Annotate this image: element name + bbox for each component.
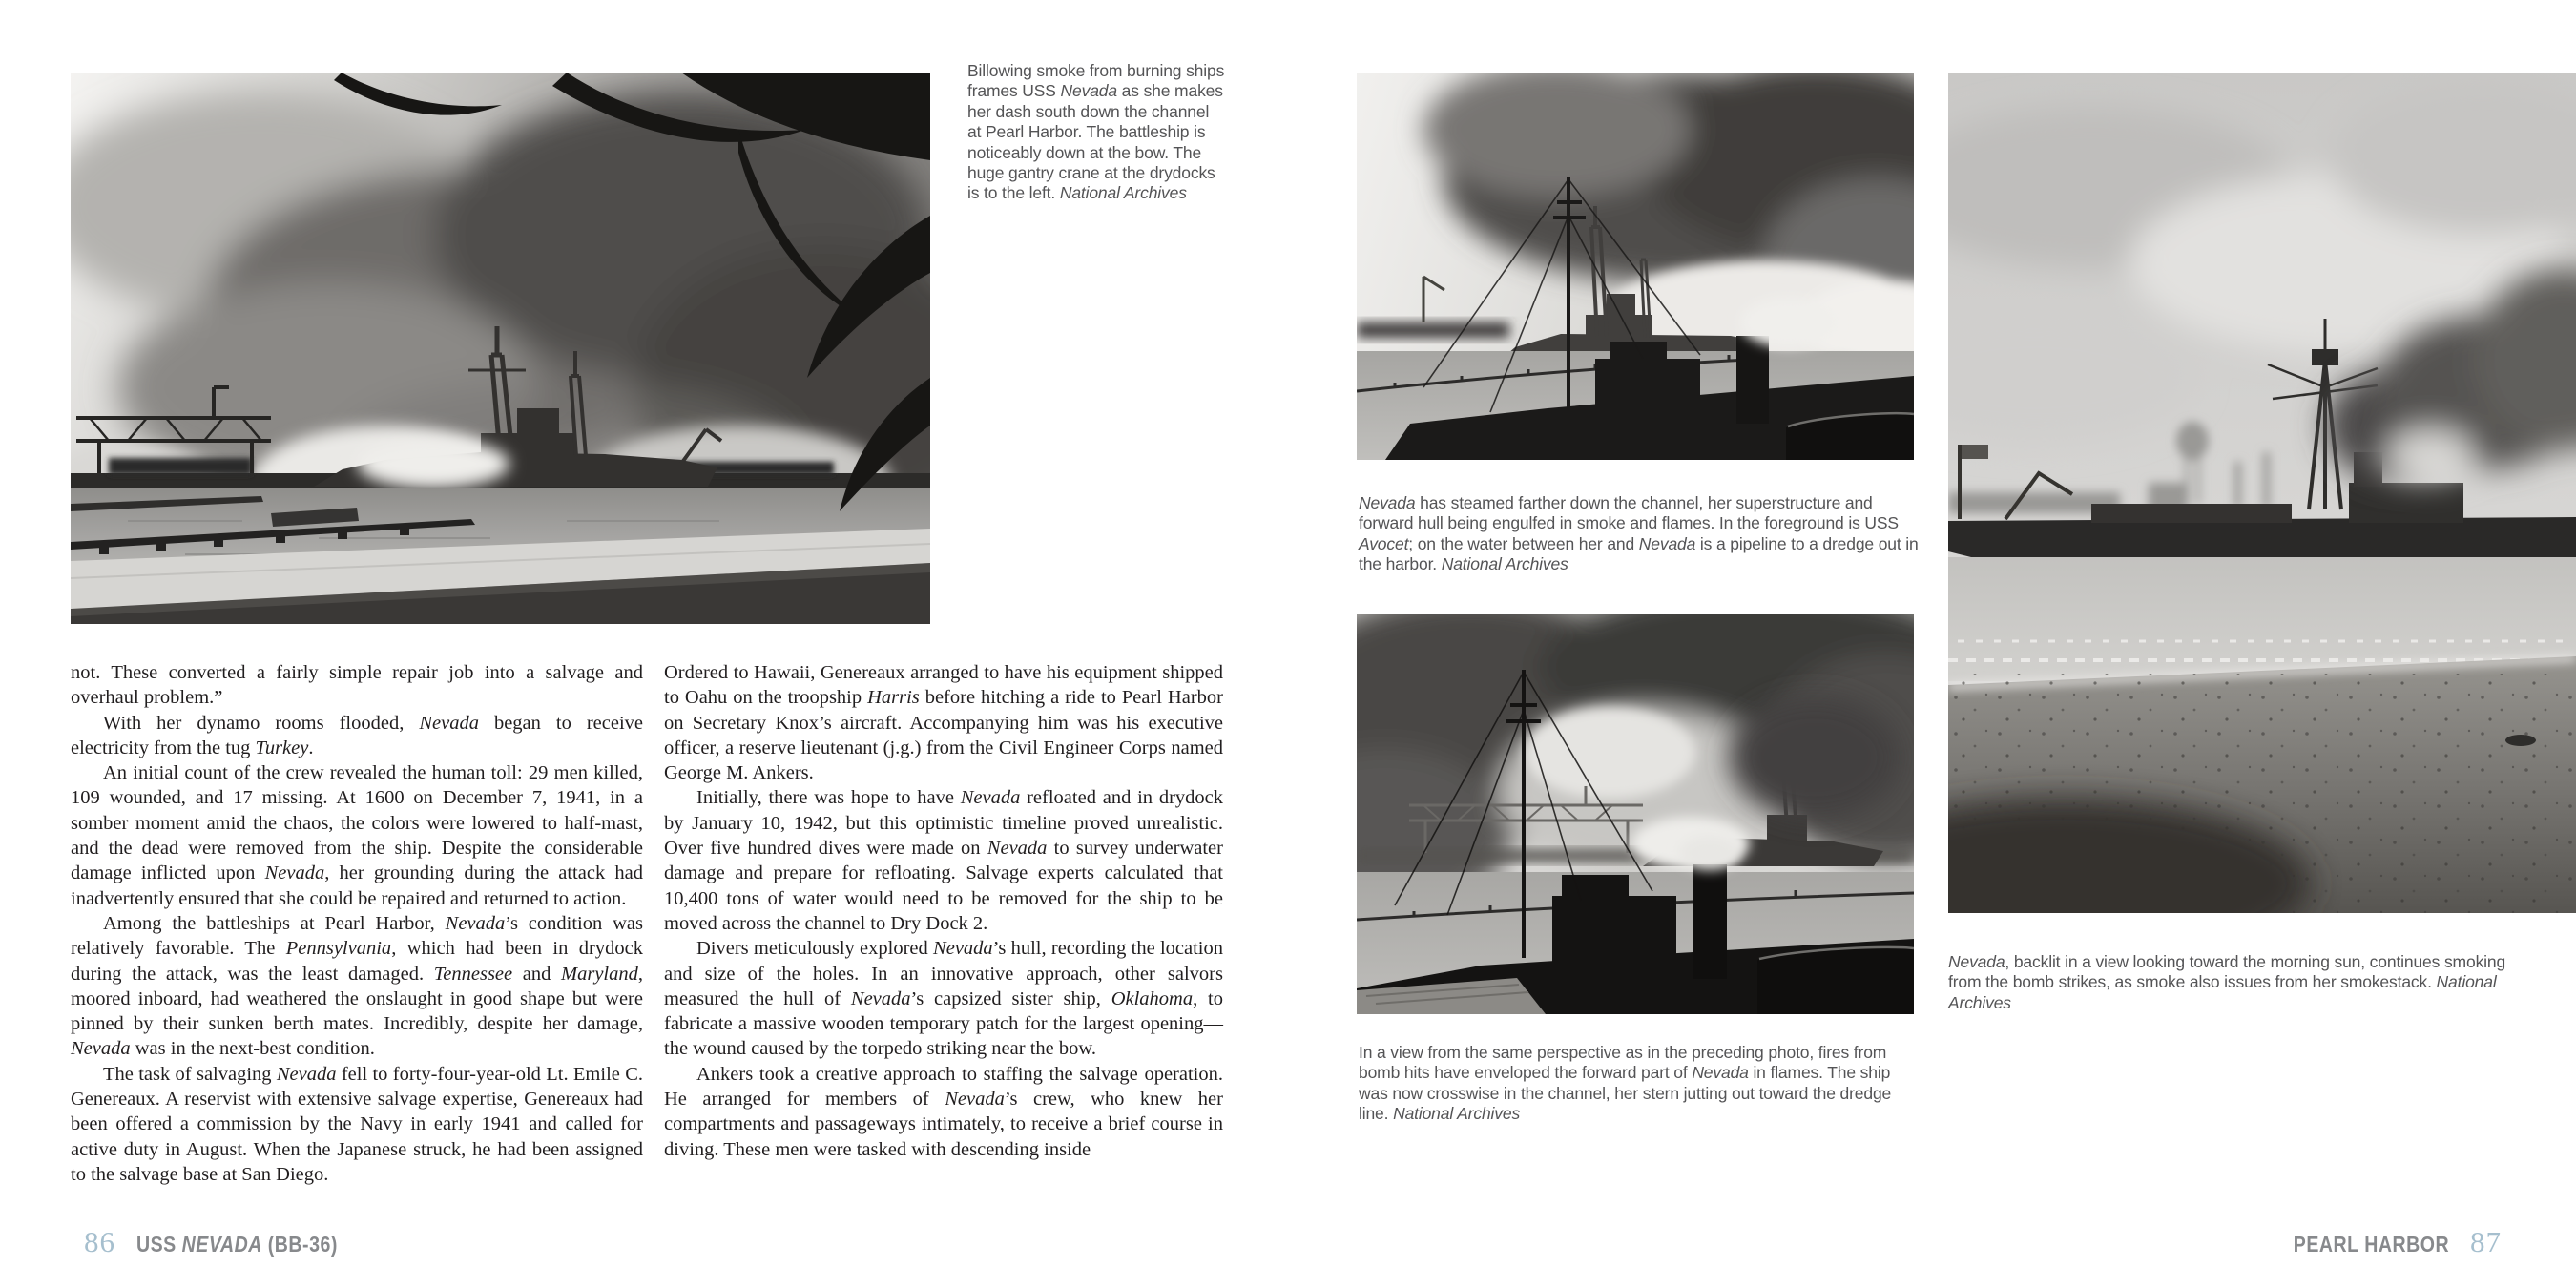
backlit-nevada-beach-scene-illustration (1948, 73, 2576, 913)
harbor-smoke-scene-illustration (71, 73, 930, 624)
paragraph: With her dynamo rooms flooded, Nevada began to receive electricity from the tug Turkey. (71, 712, 644, 758)
footer-right (2266, 1225, 2502, 1259)
photo-nevada-channel-dash (71, 73, 930, 624)
paragraph: An initial count of the crew revealed the human toll: 29 men killed, 109 wounded, and 17 missing. At 1600 on December 7, 1941, in a somber moment amid the chaos, the colors were lowered to half-mast, and the dead were removed from the ship. Despite the considerable damage inflicted upon Nevada, her grounding during the attack had inadvertently ensured that she could be repaired and returned to action. (71, 762, 643, 909)
burning-nevada-scene-illustration (1357, 614, 1914, 1014)
running-title-right: PEARL HARBOR (2293, 1232, 2449, 1257)
paragraph: The task of salvaging Nevada fell to forty-four-year-old Lt. Emile C. Genereaux. A reservist with extensive salvage expertise, Genereaux had been offered a commission by the Navy in early 1941 and called for active duty in August. When the Japanese struck, he had been assigned to the salvage base at San Diego. (71, 1063, 643, 1185)
paragraph: Initially, there was hope to have Nevada refloated and in drydock by January 10, 1942, but this optimistic timeline proved unrealistic. Over five hundred dives were made on Nevada to survey underwater damage and prepare for refloating. Salvage experts calculated that 10,400 tons of water would need to be removed for the ship to be moved across the channel to Dry Dock 2. (664, 787, 1223, 934)
page-number-86: 86 (84, 1225, 115, 1258)
photo-nevada-backlit (1948, 73, 2576, 913)
paragraph: Among the battleships at Pearl Harbor, Nevada’s condition was relatively favorable. The Pennsylvania, which had been in drydock during the attack, was the least damaged. Tennessee and Maryland, moored inboard, had weathered the onslaught in good shape but were pinned by their sunken berth mates. Incredibly, despite her damage, Nevada was in the next-best condition. (71, 912, 643, 1060)
photo-nevada-fires-crosswise (1357, 614, 1914, 1014)
photo-caption-nevada-backlit: Nevada, backlit in a view looking toward the morning sun, continues smoking from the bomb strikes, as smoke also issues from her smokestack. National Archives (1948, 952, 2506, 1012)
avocet-foreground-scene-illustration (1357, 73, 1914, 460)
photo-caption-nevada-down-channel: Nevada has steamed farther down the channel, her superstructure and forward hull being engulfed in smoke and flames. In the foreground is USS Avocet; on the water between her and Nevada is a pipeline to a dredge out in the harbor. National Archives (1359, 493, 1919, 574)
paragraph: Divers meticulously explored Nevada’s hull, recording the location and size of the holes. In an innovative approach, other salvors measured the hull of Nevada’s capsized sister ship, Oklahoma, to fabricate a massive wooden temporary patch for the largest opening—the wound caused by the torpedo striking near the bow. (664, 938, 1223, 1060)
running-title-left: USS NEVADA (BB-36) (136, 1232, 338, 1257)
photo-caption-nevada-dash: Billowing smoke from burning ships frames USS Nevada as she makes her dash south down the channel at Pearl Harbor. The battleship is noticeably down at the bow. The huge gantry crane at the drydocks is to the left. National Archives (967, 61, 1225, 203)
paragraph: Ordered to Hawaii, Genereaux arranged to have his equipment shipped to Oahu on the troopship Harris before hitching a ride to Pearl Harbor on Secretary Knox’s aircraft. Accompanying him was his executive officer, a reserve lieutenant (j.g.) from the Civil Engineer Corps named George M. Ankers. (664, 662, 1223, 784)
page-number-87: 87 (2470, 1225, 2502, 1258)
body-column-right (664, 660, 1223, 1162)
photo-nevada-down-channel (1357, 73, 1914, 460)
footer-left (84, 1225, 373, 1259)
paragraph: Ankers took a creative approach to staffing the salvage operation. He arranged for members of Nevada’s crew, who knew her compartments and passageways intimately, to receive a brief course in diving. These men were tasked with descending inside (664, 1063, 1223, 1160)
body-column-left (71, 660, 643, 1187)
photo-caption-nevada-fires: In a view from the same perspective as in the preceding photo, fires from bomb hits have enveloped the forward part of Nevada in flames. The ship was now crosswise in the channel, her stern jutting out toward the dredge line. National Archives (1359, 1043, 1892, 1124)
paragraph: not. These converted a fairly simple repair job into a salvage and overhaul problem.” (71, 662, 643, 709)
